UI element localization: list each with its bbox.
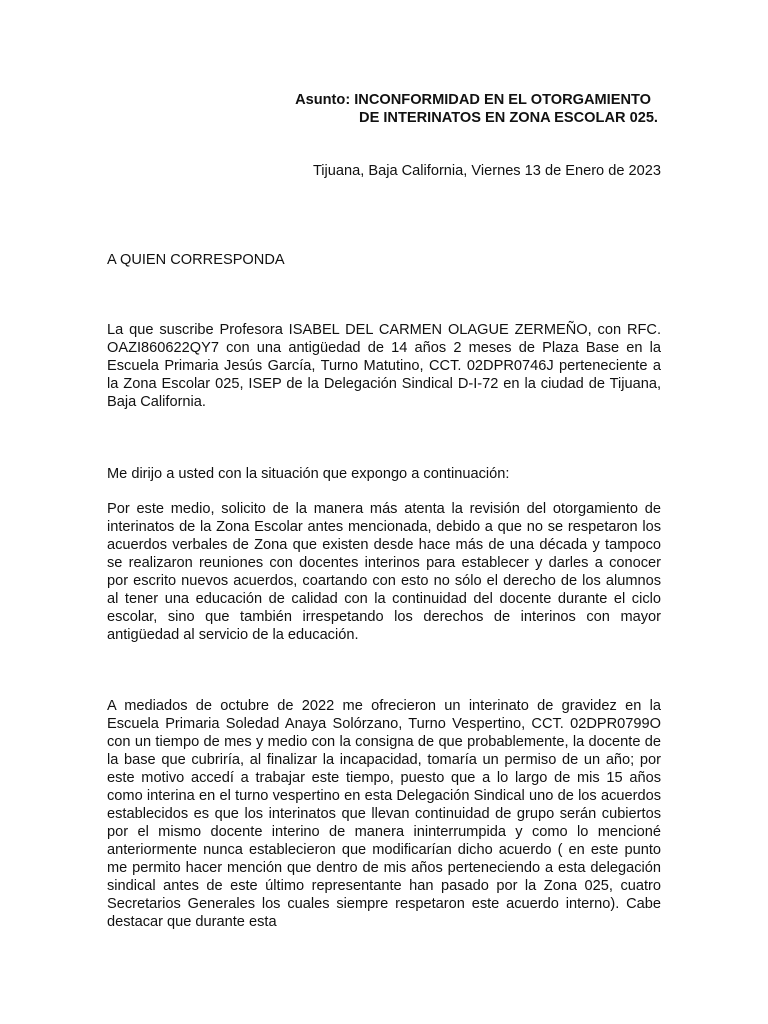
paragraph-introduction: La que suscribe Profesora ISABEL DEL CARMEN OLAGUE ZERMEÑO, con RFC. OAZI860622QY7 con una antigüedad de 14 años 2 meses de Plaza Base en la Escuela Primaria Jesús García, Turno Matutino, CCT. 02DPR0746J perteneciente a la Zona Escolar 025, ISEP de la Delegación Sindical D-I-72 en la ciudad de Tijuana, Baja California. <box>107 322 661 410</box>
letter-date: Tijuana, Baja California, Viernes 13 de Enero de 2023 <box>312 163 661 179</box>
subject-text-1: INCONFORMIDAD EN EL OTORGAMIENTO <box>354 92 651 108</box>
paragraph-request: Por este medio, solicito de la manera más atenta la revisión del otorgamiento de interinatos de la Zona Escolar antes mencionada, debido a que no se respetaron los acuerdos verbales de Zona que existen desde hace más de una década y tampoco se realizaron reuniones con docentes interinos para establecer y darles a conocer por escrito nuevos acuerdos, coartando con esto no sólo el derecho de los alumnos al tener una educación de calidad con la continuidad del docente durante el ciclo escolar, sino que también irrespetando los derechos de interinos con mayor antigüedad al servicio de la educación. <box>107 501 661 643</box>
salutation: A QUIEN CORRESPONDA <box>107 252 285 268</box>
paragraph-opening: Me dirijo a usted con la situación que expongo a continuación: <box>107 466 510 482</box>
subject-line-2: DE INTERINATOS EN ZONA ESCOLAR 025. <box>359 109 658 126</box>
subject-label: Asunto: <box>295 92 351 108</box>
subject-block <box>295 92 658 127</box>
paragraph-background: A mediados de octubre de 2022 me ofrecieron un interinato de gravidez en la Escuela Primaria Soledad Anaya Solórzano, Turno Vespertino, CCT. 02DPR0799O con un tiempo de mes y medio con la consigna de que probablemente, la docente de la base que cubriría, al finalizar la incapacidad, tomaría un permiso de un año; por este motivo accedí a trabajar este tiempo, puesto que a lo largo de mis 15 años como interina en el turno vespertino en esta Delegación Sindical uno de los acuerdos establecidos es que los interinatos que llevan continuidad de grupo serán cubiertos por el mismo docente interino de manera ininterrumpida y como lo mencioné anteriormente nunca establecieron que modificarían dicho acuerdo ( en este punto me permito hacer mención que dentro de mis años perteneciendo a esta delegación sindical antes de este último representante han pasado por la Zona 025, cuatro Secretarios Generales los cuales siempre respetaron este acuerdo interno). Cabe destacar que durante esta <box>107 698 661 930</box>
subject-line-1 <box>295 92 658 110</box>
